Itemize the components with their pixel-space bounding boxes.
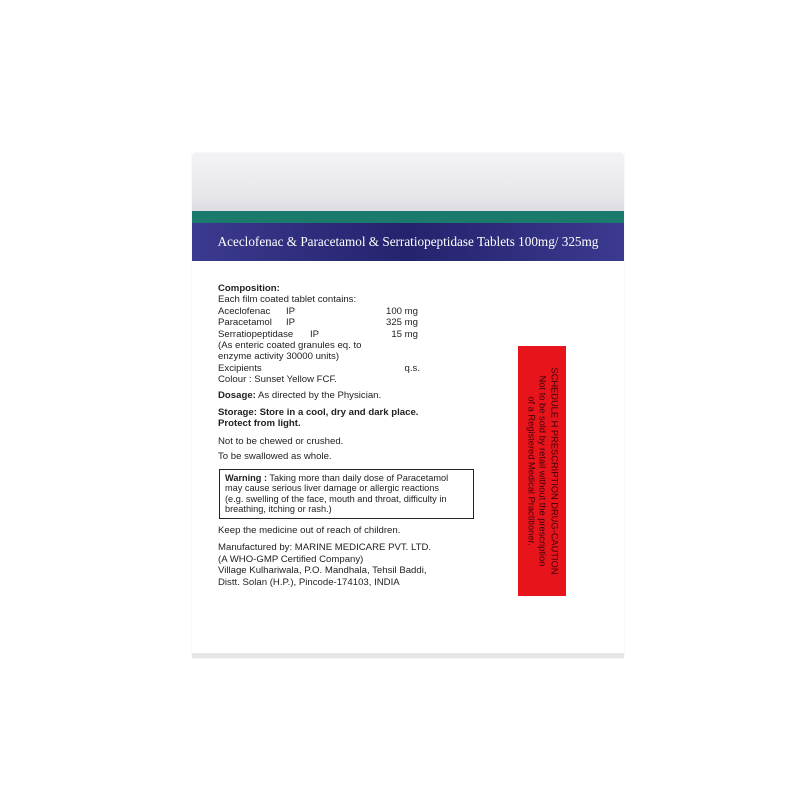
caution-text xyxy=(525,351,560,591)
chew-instruction: Not to be chewed or crushed. xyxy=(218,435,344,447)
product-title: Aceclofenac & Paracetamol & Serratiopeptidase Tablets 100mg/ 325mg xyxy=(217,234,599,249)
manufacturer-line: Village Kulhariwala, P.O. Mandhala, Tehsil Baddi, xyxy=(218,565,427,577)
label-content xyxy=(218,283,488,588)
caution-line: of a Registered Medical Practitioner. xyxy=(526,396,537,546)
children-notice: Keep the medicine out of reach of children. xyxy=(218,525,401,537)
ingredient-row xyxy=(218,329,488,340)
ingredient-amount: 325 mg xyxy=(386,317,418,329)
dosage-label: Dosage: xyxy=(218,389,256,401)
ingredient-name: Serratiopeptidase xyxy=(218,328,294,340)
manufacturer-line: Distt. Solan (H.P.), Pincode-174103, INDIA xyxy=(218,576,400,588)
ingredient-standard: IP xyxy=(286,317,296,329)
ingredient-amount: 100 mg xyxy=(386,305,418,317)
ingredient-standard: IP xyxy=(286,305,296,317)
warning-line: may cause serious liver damage or allergic reactions xyxy=(225,483,439,494)
warning-text: Taking more than daily dose of Paracetamol xyxy=(267,472,449,483)
colour-line: Colour : Sunset Yellow FCF. xyxy=(218,374,337,386)
manufacturer-line: (A WHO-GMP Certified Company) xyxy=(218,553,364,565)
manufacturer-line: Manufactured by: MARINE MEDICARE PVT. LTD. xyxy=(218,542,432,554)
composition-intro: Each film coated tablet contains: xyxy=(218,294,357,306)
composition-heading: Composition: xyxy=(218,283,280,294)
ingredient-row xyxy=(218,306,488,317)
ingredient-name: Aceclofenac xyxy=(218,305,271,317)
warning-label: Warning : xyxy=(225,472,268,483)
enzyme-note: enzyme activity 30000 units) xyxy=(218,351,340,363)
box-top-flap xyxy=(192,153,624,211)
ingredient-standard: IP xyxy=(310,328,320,340)
dosage-text: As directed by the Physician. xyxy=(255,389,382,401)
warning-line: (e.g. swelling of the face, mouth and throat, difficulty in xyxy=(225,493,447,504)
warning-line xyxy=(225,473,468,484)
box-bottom-edge xyxy=(192,653,624,658)
excipients-row xyxy=(218,363,488,374)
warning-line: breathing, itching or rash.) xyxy=(225,504,332,515)
medicine-box xyxy=(192,153,624,658)
caution-line: Not to be sold by retail without the prescription xyxy=(537,375,548,567)
title-band xyxy=(192,223,624,261)
ingredient-row xyxy=(218,317,488,328)
ingredient-amount: 15 mg xyxy=(391,328,418,340)
enteric-note: (As enteric coated granules eq. to xyxy=(218,340,362,352)
ingredient-name: Paracetamol xyxy=(218,317,272,329)
storage-line: Storage: Store in a cool, dry and dark place. xyxy=(218,407,419,419)
schedule-h-line: SCHEDULE H PRESCRIPTION DRUG-CAUTION xyxy=(549,367,560,575)
swallow-instruction: To be swallowed as whole. xyxy=(218,451,332,463)
excipients-label: Excipients xyxy=(218,362,262,374)
excipients-value: q.s. xyxy=(404,362,420,374)
warning-box xyxy=(219,469,474,519)
accent-band xyxy=(192,211,624,223)
dosage-line xyxy=(218,390,488,401)
prescription-caution-strip xyxy=(518,346,566,596)
protect-line: Protect from light. xyxy=(218,418,301,430)
